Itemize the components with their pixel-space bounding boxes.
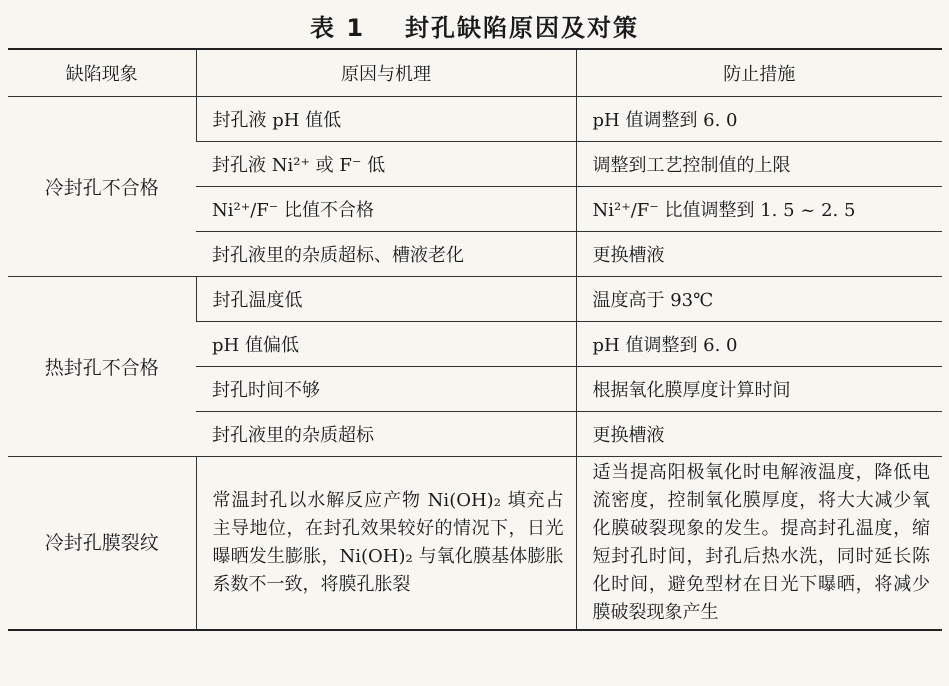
measure-cell: Ni²⁺/F⁻ 比值调整到 1. 5 ~ 2. 5 [576,186,942,231]
measure-cell: 更换槽液 [576,231,942,276]
table-row [8,96,942,141]
measure-cell: 更换槽液 [576,411,942,456]
defect-table [8,48,942,631]
cause-cell: 封孔液 Ni²⁺ 或 F⁻ 低 [196,141,576,186]
table-number: 表 1 [309,14,366,42]
cause-cell: 封孔液里的杂质超标 [196,411,576,456]
cause-cell: 封孔液里的杂质超标、槽液老化 [196,231,576,276]
cause-cell: 封孔液 pH 值低 [196,96,576,141]
cause-cell: 封孔温度低 [196,276,576,321]
cause-cell: 常温封孔以水解反应产物 Ni(OH)₂ 填充占主导地位，在封孔效果较好的情况下，日光曝晒发生膨胀，Ni(OH)₂ 与氧化膜基体膨胀系数不一致，将膜孔胀裂 [196,456,576,630]
measure-cell: 温度高于 93℃ [576,276,942,321]
table-title: 封孔缺陷原因及对策 [405,14,640,42]
header-defect: 缺陷现象 [8,49,196,96]
measure-cell: pH 值调整到 6. 0 [576,96,942,141]
table-row [8,276,942,321]
measure-cell: pH 值调整到 6. 0 [576,321,942,366]
defect-cell: 冷封孔膜裂纹 [8,456,196,630]
table-row [8,456,942,630]
measure-cell: 根据氧化膜厚度计算时间 [576,366,942,411]
cause-cell: Ni²⁺/F⁻ 比值不合格 [196,186,576,231]
table-caption [0,8,949,43]
cause-cell: pH 值偏低 [196,321,576,366]
defect-cell: 热封孔不合格 [8,276,196,456]
measure-cell: 适当提高阳极氧化时电解液温度，降低电流密度，控制氧化膜厚度，将大大减少氧化膜破裂现象的发生。提高封孔温度，缩短封孔时间，封孔后热水洗，同时延长陈化时间，避免型材在日光下曝晒，将减少膜破裂现象产生 [576,456,942,630]
measure-cell: 调整到工艺控制值的上限 [576,141,942,186]
cause-cell: 封孔时间不够 [196,366,576,411]
header-measure: 防止措施 [576,49,942,96]
defect-cell: 冷封孔不合格 [8,96,196,276]
header-row [8,49,942,96]
header-cause: 原因与机理 [196,49,576,96]
